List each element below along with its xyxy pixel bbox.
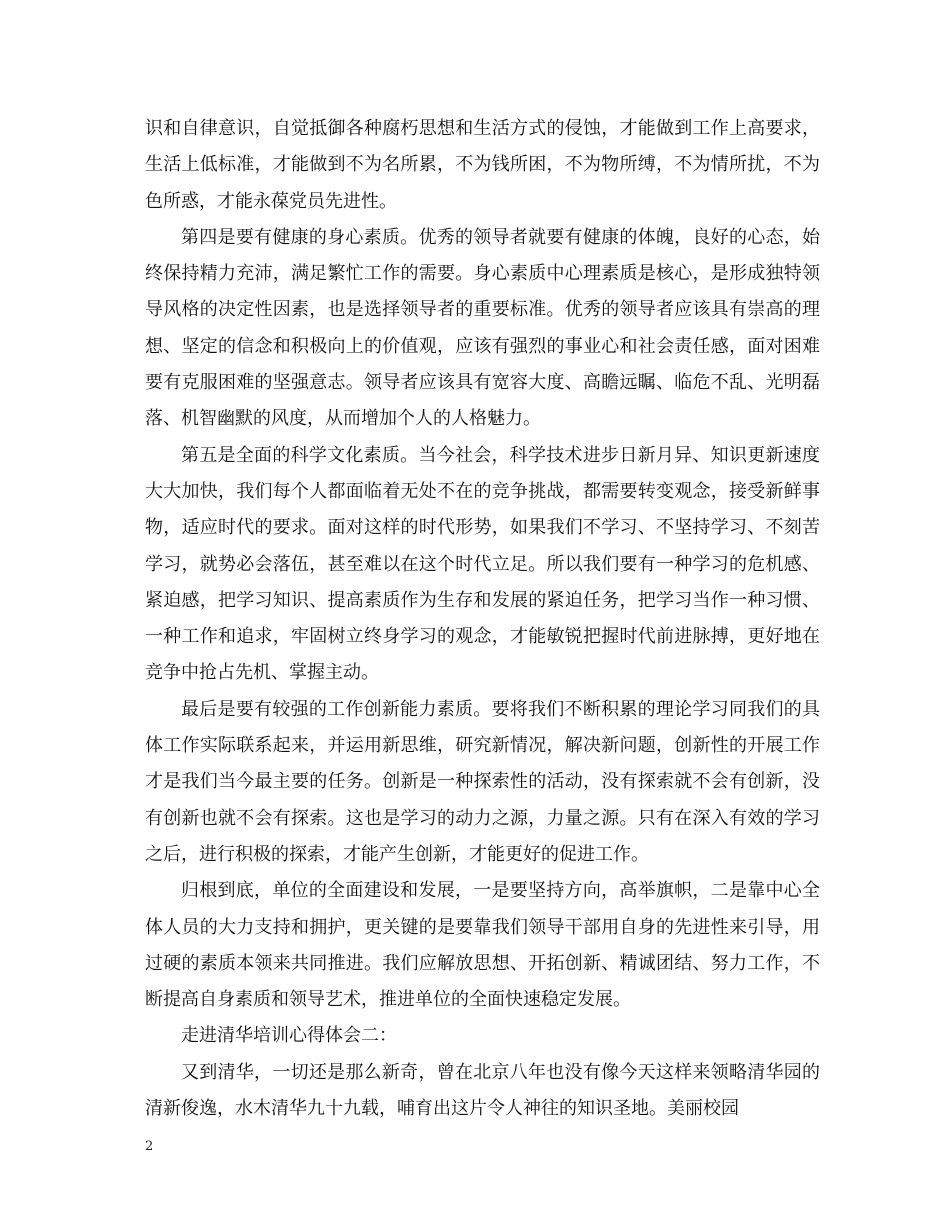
document-body: [145, 111, 820, 1127]
paragraph-conclusion: 归根到底，单位的全面建设和发展，一是要坚持方向，高举旗帜，二是靠中心全体人员的大力支持和拥护，更关键的是要靠我们领导干部用自身的先进性来引导，用过硬的素质本领来共同推进。我们应解放思想、开拓创新、精诚团结、努力工作，不断提高自身素质和领导艺术，推进单位的全面快速稳定发展。: [145, 880, 820, 1011]
paragraph-continued: 识和自律意识，自觉抵御各种腐朽思想和生活方式的侵蚀，才能做到工作上高要求，生活上低标准，才能做到不为名所累，不为钱所困，不为物所缚，不为情所扰，不为色所惑，才能永葆党员先进性。: [145, 118, 820, 212]
paragraph-physical-mental-quality: 第四是要有健康的身心素质。优秀的领导者就要有健康的体魄，良好的心态，始终保持精力充沛，满足繁忙工作的需要。身心素质中心理素质是核心，是形成独特领导风格的决定性因素，也是选择领导者的重要标准。优秀的领导者应该具有崇高的理想、坚定的信念和积极向上的价值观，应该有强烈的事业心和社会责任感，面对困难要有克服困难的坚强意志。领导者应该具有宽容大度、高瞻远瞩、临危不乱、光明磊落、机智幽默的风度，从而增加个人的人格魅力。: [145, 226, 820, 430]
paragraph-tsinghua-intro: 又到清华，一切还是那么新奇，曾在北京八年也没有像今天这样来领略清华园的清新俊逸，水木清华九十九载，哺育出这片令人神往的知识圣地。美丽校园: [145, 1061, 820, 1120]
section-heading: 走进清华培训心得体会二：: [181, 1025, 397, 1047]
paragraph-science-culture-quality: 第五是全面的科学文化素质。当今社会，科学技术进步日新月异、知识更新速度大大加快，我们每个人都面临着无处不在的竞争挑战，都需要转变观念，接受新鲜事物，适应时代的要求。面对这样的时代形势，如果我们不学习、不坚持学习、不刻苦学习，就势必会落伍，甚至难以在这个时代立足。所以我们要有一种学习的危机感、紧迫感，把学习知识、提高素质作为生存和发展的紧迫任务，把学习当作一种习惯、一种工作和追求，牢固树立终身学习的观念，才能敏锐把握时代前进脉搏，更好地在竞争中抢占先机、掌握主动。: [145, 444, 820, 684]
paragraph-innovation-quality: 最后是要有较强的工作创新能力素质。要将我们不断积累的理论学习同我们的具体工作实际联系起来，并运用新思维，研究新情况，解决新问题，创新性的开展工作才是我们当今最主要的任务。创新是一种探索性的活动，没有探索就不会有创新，没有创新也就不会有探索。这也是学习的动力之源，力量之源。只有在深入有效的学习之后，进行积极的探索，才能产生创新，才能更好的促进工作。: [145, 698, 820, 865]
page-number: 2: [145, 1139, 154, 1154]
